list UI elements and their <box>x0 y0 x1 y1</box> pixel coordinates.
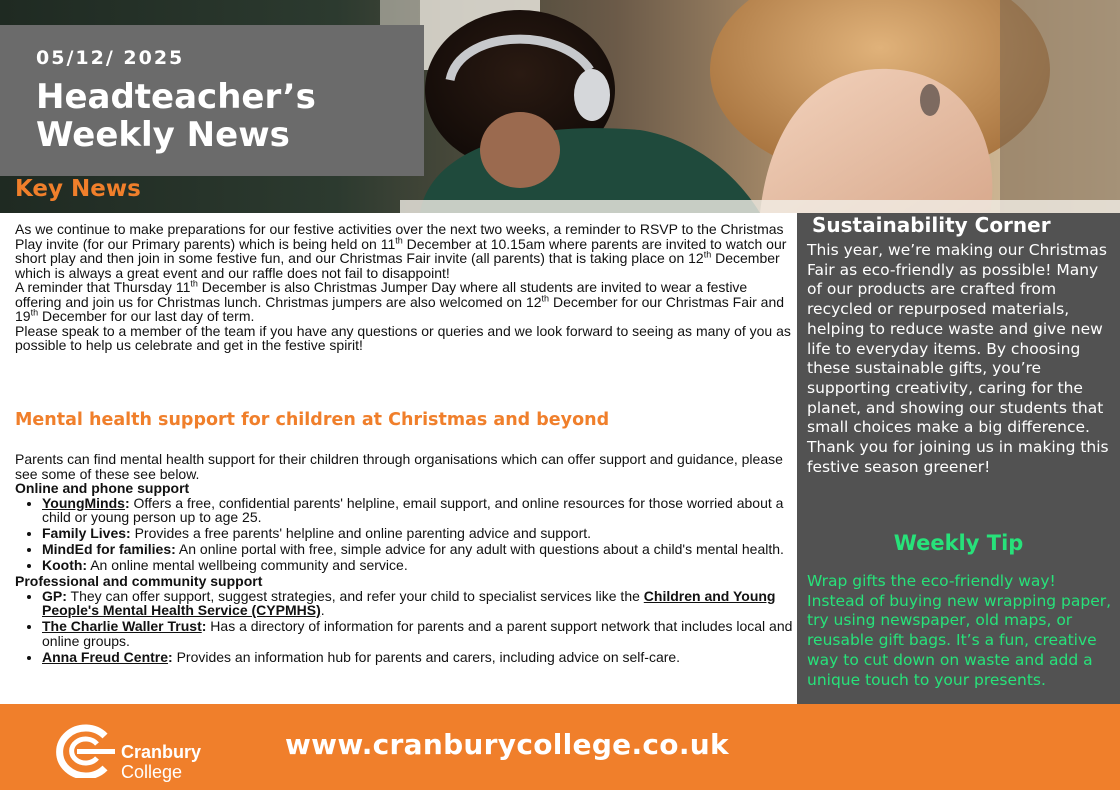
online-support-list <box>15 496 797 573</box>
title-line-2: Weekly News <box>36 115 290 155</box>
anna-freud-link[interactable]: Anna Freud Centre <box>42 648 169 665</box>
key-news-paragraph-2: A reminder that Thursday 11th December is also Christmas Jumper Day where all students are invited to wear a festive offering and join us for Christmas lunch. Christmas jumpers are also welcomed on 12th December for our Christmas Fair and 19th December for our last day of term. <box>15 278 785 324</box>
list-item-minded: • MindEd for families: An online portal with free, simple advice for any adult with questions about a child's mental health. <box>42 542 797 557</box>
cranbury-logo[interactable] <box>47 724 217 782</box>
youngminds-link[interactable]: YoungMinds <box>42 494 125 511</box>
list-item-youngminds: • YoungMinds: Offers a free, confidential parents' helpline, email support, and online resources for those worried about a child or young person up to age 25. <box>42 496 797 525</box>
list-item-anna-freud: • Anna Freud Centre: Provides an information hub for parents and carers, including advice on self-care. <box>42 650 797 665</box>
cypmhs-link[interactable]: Children and Young People's Mental Health Service (CYPMHS) <box>42 587 776 618</box>
mental-health-section <box>15 452 797 666</box>
sustainability-text: This year, we’re making our Christmas Fair as eco-friendly as possible! Many of our products are crafted from recycled or repurposed materials, helping to reduce waste and give new life to everyday items. By choosing these sustainable gifts, you’re supporting creativity, caring for the planet, and showing our students that small choices make a big difference. Thank you for joining us in making this festive season greener! <box>807 241 1109 476</box>
footer-bar <box>0 704 1120 790</box>
newsletter-date: 05/12/ 2025 <box>36 47 185 69</box>
sidebar-panel <box>797 213 1120 704</box>
key-news-body <box>15 222 797 353</box>
mental-health-heading: Mental health support for children at Christmas and beyond <box>15 410 610 430</box>
charlie-waller-link[interactable]: The Charlie Waller Trust <box>42 618 202 634</box>
sustainability-heading: Sustainability Corner <box>812 213 1051 237</box>
weekly-tip-heading: Weekly Tip <box>893 531 1024 555</box>
list-item-charlie-waller: • The Charlie Waller Trust: Has a directory of information for parents and a parent support network that includes local and online groups. <box>42 619 797 648</box>
professional-support-heading: Professional and community support <box>15 573 263 589</box>
online-support-heading: Online and phone support <box>15 480 190 496</box>
list-item-gp: • GP: They can offer support, suggest strategies, and refer your child to specialist services like the Children and Young People's Mental Health Service (CYPMHS). <box>42 589 797 618</box>
key-news-paragraph-3: Please speak to a member of the team if you have any questions or queries and we look forward to seeing as many of you as possible to help us celebrate and get in the festive spirit! <box>15 322 791 353</box>
mental-health-intro: Parents can find mental health support for their children through organisations which can offer support and guidance, please see some of these see below. <box>15 451 783 482</box>
website-url[interactable]: www.cranburycollege.co.uk <box>285 728 729 761</box>
cranbury-c-icon <box>47 724 117 778</box>
list-item-kooth: • Kooth: An online mental wellbeing community and service. <box>42 558 797 573</box>
title-line-1: Headteacher’s <box>36 77 316 117</box>
professional-support-list <box>15 589 797 665</box>
logo-wordmark: Cranbury College <box>121 742 202 782</box>
list-item-family-lives: • Family Lives: Provides a free parents' helpline and online parenting advice and support. <box>42 526 797 541</box>
key-news-heading: Key News <box>15 176 141 202</box>
newsletter-title <box>36 78 416 154</box>
weekly-tip-text: Wrap gifts the eco-friendly way! Instead of buying new wrapping paper, try using newspaper, old maps, or reusable gift bags. It’s a fun, creative way to cut down on waste and add a unique touch to your presents. <box>807 572 1112 689</box>
key-news-paragraph-1: As we continue to make preparations for our festive activities over the next two weeks, a reminder to RSVP to the Christmas Play invite (for our Primary parents) which is being held on 11th December at 10.15am where parents are invited to watch our short play and then join in some festive fun, and our Christmas Fair invite (all parents) that is taking place on 12th December which is always a great event and our raffle does not fail to disappoint! <box>15 221 787 281</box>
